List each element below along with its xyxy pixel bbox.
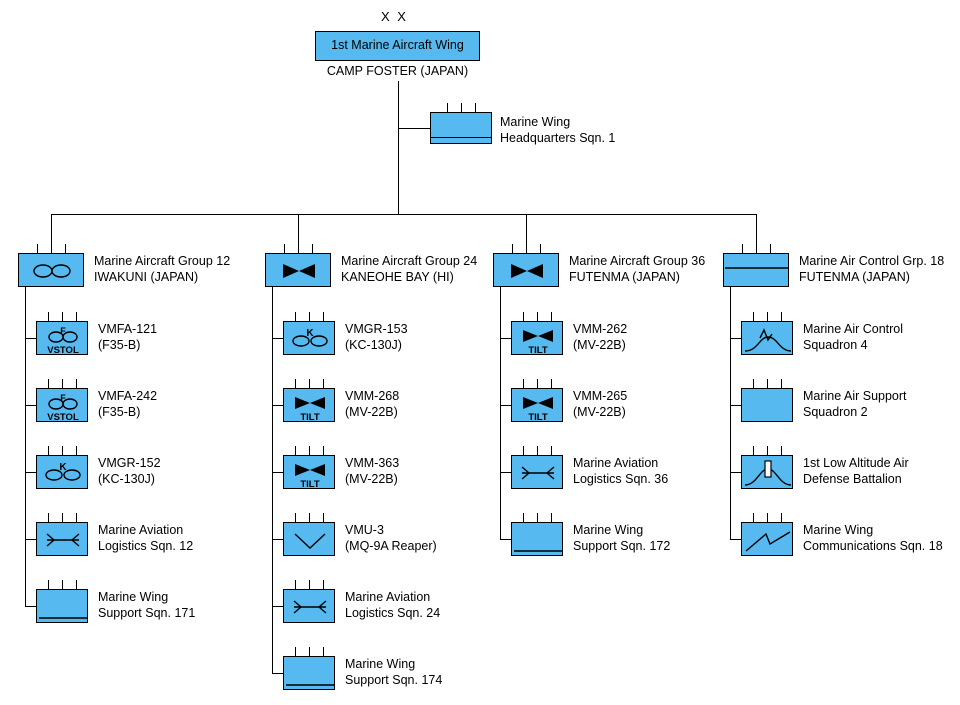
tilt-symbol-icon	[512, 322, 564, 356]
group-2-child-1-line1: VMM-265	[573, 389, 628, 403]
group-0-child-1-line2: (F35-B)	[98, 405, 141, 419]
echelon-tick	[309, 312, 310, 321]
unit-group-2-child-3	[511, 522, 563, 556]
child-stem-1-5	[272, 673, 284, 674]
group-3-child-1-line2: Squadron 2	[803, 405, 868, 419]
echelon-tick	[48, 446, 49, 455]
unit-group-2	[493, 253, 559, 287]
unit-group-0-child-2-box	[36, 455, 88, 489]
svg-text:F: F	[60, 393, 66, 403]
logistics-symbol-icon	[284, 590, 336, 624]
group-0-child-4-line2: Support Sqn. 171	[98, 606, 196, 620]
tilt-symbol-icon	[284, 456, 336, 490]
echelon-tick	[753, 379, 754, 388]
echelon-tick	[48, 513, 49, 522]
root-spine	[398, 81, 399, 215]
echelon-tick	[48, 379, 49, 388]
echelon-marks-wing: X X	[381, 9, 408, 24]
vstol-symbol-icon	[37, 389, 89, 423]
unit-group-1-child-2	[283, 455, 335, 489]
group-drop-line-2	[526, 214, 527, 245]
echelon-tick	[753, 312, 754, 321]
group-1-child-2-line1: VMM-363	[345, 456, 400, 470]
echelon-tick	[76, 312, 77, 321]
echelon-tick	[537, 379, 538, 388]
svg-text:VSTOL: VSTOL	[47, 412, 79, 423]
echelon-tick	[323, 312, 324, 321]
unit-group-0-child-3-box	[36, 522, 88, 556]
echelon-tick	[512, 244, 513, 253]
unit-group-2-child-1-box	[511, 388, 563, 422]
unit-marine-wing-headquarters-sqn-1	[430, 112, 492, 144]
rotary-wing-symbol-icon	[266, 254, 332, 288]
child-stem-3-1	[730, 405, 742, 406]
group-1-child-3-line2: (MQ-9A Reaper)	[345, 539, 437, 553]
unit-group-1-child-3	[283, 522, 335, 556]
plain-box-symbol-icon	[431, 113, 493, 145]
echelon-tick	[767, 446, 768, 455]
echelon-tick	[323, 513, 324, 522]
child-stem-0-0	[25, 338, 37, 339]
group-drop-line-0	[51, 214, 52, 245]
logistics-symbol-icon	[37, 523, 89, 557]
plain-box-symbol-icon	[742, 389, 794, 423]
group-2-name: Marine Aircraft Group 36	[569, 254, 706, 268]
unit-group-2-child-2	[511, 455, 563, 489]
child-stem-1-4	[272, 606, 284, 607]
unit-group-1-child-3-box	[283, 522, 335, 556]
child-stem-3-3	[730, 539, 742, 540]
child-stem-0-3	[25, 539, 37, 540]
child-stem-1-2	[272, 472, 284, 473]
echelon-tick	[62, 379, 63, 388]
echelon-tick	[781, 446, 782, 455]
echelon-tick	[756, 244, 757, 253]
unit-group-0-child-4	[36, 589, 88, 623]
child-stem-2-0	[500, 338, 512, 339]
echelon-tick	[767, 513, 768, 522]
echelon-tick	[551, 446, 552, 455]
child-stem-0-1	[25, 405, 37, 406]
echelon-tick	[65, 244, 66, 253]
echelon-tick	[475, 103, 476, 112]
echelon-tick	[295, 312, 296, 321]
echelon-tick	[323, 379, 324, 388]
unit-group-0	[18, 253, 84, 287]
unit-group-1-child-5	[283, 656, 335, 690]
child-stem-3-2	[730, 472, 742, 473]
unit-group-3-box	[723, 253, 789, 287]
tilt-symbol-icon	[284, 389, 336, 423]
unit-group-3-child-3	[741, 522, 793, 556]
group-2-child-2-line2: Logistics Sqn. 36	[573, 472, 669, 486]
unit-group-1-child-1-box	[283, 388, 335, 422]
unit-group-2-child-2-box	[511, 455, 563, 489]
root-unit-name: 1st Marine Aircraft Wing	[331, 38, 464, 52]
unit-group-0-child-1	[36, 388, 88, 422]
vstol-symbol-icon	[37, 322, 89, 356]
unit-group-2-child-0-box	[511, 321, 563, 355]
group-3-child-2-line2: Defense Battalion	[803, 472, 902, 486]
fixed-wing-symbol-icon	[19, 254, 85, 288]
echelon-tick	[551, 379, 552, 388]
echelon-tick	[76, 379, 77, 388]
child-stem-2-3	[500, 539, 512, 540]
group-3-name: Marine Air Control Grp. 18	[799, 254, 945, 268]
echelon-tick	[523, 312, 524, 321]
svg-text:VSTOL: VSTOL	[47, 345, 79, 356]
child-stem-2-2	[500, 472, 512, 473]
echelon-tick	[323, 580, 324, 589]
echelon-tick	[62, 580, 63, 589]
group-0-location: IWAKUNI (JAPAN)	[94, 270, 199, 284]
group-2-location: FUTENMA (JAPAN)	[569, 270, 680, 284]
unit-group-3-child-2	[741, 455, 793, 489]
echelon-tick	[309, 379, 310, 388]
echelon-tick	[295, 379, 296, 388]
echelon-tick	[309, 513, 310, 522]
echelon-tick	[523, 379, 524, 388]
echelon-tick	[753, 513, 754, 522]
group-1-location: KANEOHE BAY (HI)	[341, 270, 454, 284]
tanker-k-symbol-icon	[37, 456, 89, 490]
group-2-child-0-line1: VMM-262	[573, 322, 628, 336]
group-1-child-1-line2: (MV-22B)	[345, 405, 398, 419]
echelon-tick	[62, 513, 63, 522]
svg-text:TILT: TILT	[528, 345, 548, 356]
echelon-tick	[323, 647, 324, 656]
group-3-child-2-line1: 1st Low Altitude Air	[803, 456, 909, 470]
group-3-child-0-line2: Squadron 4	[803, 338, 868, 352]
root-unit-location: CAMP FOSTER (JAPAN)	[326, 64, 469, 78]
echelon-tick	[551, 312, 552, 321]
echelon-tick	[526, 244, 527, 253]
child-stem-1-0	[272, 338, 284, 339]
echelon-tick	[770, 244, 771, 253]
echelon-tick	[298, 244, 299, 253]
echelon-tick	[537, 312, 538, 321]
echelon-tick	[461, 103, 462, 112]
echelon-tick	[781, 379, 782, 388]
group-2-child-2-line1: Marine Aviation	[573, 456, 659, 470]
echelon-tick	[767, 312, 768, 321]
unit-group-3-child-3-box	[741, 522, 793, 556]
tanker-k-symbol-icon	[284, 322, 336, 356]
air-control-symbol-icon	[742, 322, 794, 356]
echelon-tick	[551, 513, 552, 522]
unit-group-1-child-1	[283, 388, 335, 422]
tilt-symbol-icon	[512, 389, 564, 423]
unit-group-0-box	[18, 253, 84, 287]
group-0-child-4-line1: Marine Wing	[98, 590, 169, 604]
group-1-child-4-line1: Marine Aviation	[345, 590, 431, 604]
unit-group-0-child-0-box	[36, 321, 88, 355]
support-symbol-icon	[284, 657, 336, 691]
group-1-child-5-line1: Marine Wing	[345, 657, 416, 671]
control-bar-symbol-icon	[724, 254, 790, 288]
echelon-tick	[781, 312, 782, 321]
unit-group-2-child-3-box	[511, 522, 563, 556]
echelon-tick	[781, 513, 782, 522]
unit-group-0-child-2	[36, 455, 88, 489]
echelon-tick	[323, 446, 324, 455]
echelon-tick	[48, 580, 49, 589]
unit-group-3-child-0	[741, 321, 793, 355]
unit-group-2-box	[493, 253, 559, 287]
echelon-tick	[447, 103, 448, 112]
group-1-child-4-line2: Logistics Sqn. 24	[345, 606, 441, 620]
echelon-tick	[48, 312, 49, 321]
echelon-tick	[742, 244, 743, 253]
child-stem-2-1	[500, 405, 512, 406]
unit-group-0-child-1-box	[36, 388, 88, 422]
group-0-vertical-stem	[25, 287, 26, 607]
echelon-tick	[312, 244, 313, 253]
echelon-tick	[76, 580, 77, 589]
group-3-child-3-line1: Marine Wing	[803, 523, 874, 537]
group-0-child-3-line1: Marine Aviation	[98, 523, 184, 537]
svg-text:K: K	[59, 462, 67, 473]
echelon-tick	[537, 446, 538, 455]
rotary-wing-symbol-icon	[494, 254, 560, 288]
child-stem-0-4	[25, 606, 37, 607]
group-2-child-0-line2: (MV-22B)	[573, 338, 626, 352]
child-stem-1-3	[272, 539, 284, 540]
unit-group-3	[723, 253, 789, 287]
unit-group-3-child-0-box	[741, 321, 793, 355]
child-stem-1-1	[272, 405, 284, 406]
group-3-child-0-line1: Marine Air Control	[803, 322, 904, 336]
group-0-name: Marine Aircraft Group 12	[94, 254, 231, 268]
unit-group-2-child-0	[511, 321, 563, 355]
echelon-tick	[537, 513, 538, 522]
group-3-location: FUTENMA (JAPAN)	[799, 270, 910, 284]
echelon-tick	[523, 446, 524, 455]
hq-branch-line	[398, 128, 431, 129]
unit-group-1-child-0-box	[283, 321, 335, 355]
unit-group-0-child-0	[36, 321, 88, 355]
group-0-child-0-line1: VMFA-121	[98, 322, 158, 336]
svg-text:TILT: TILT	[300, 479, 320, 490]
echelon-tick	[51, 244, 52, 253]
group-0-child-0-line2: (F35-B)	[98, 338, 141, 352]
echelon-tick	[309, 647, 310, 656]
child-stem-0-2	[25, 472, 37, 473]
group-3-child-3-line2: Communications Sqn. 18	[803, 539, 943, 553]
hq-label-line2: Headquarters Sqn. 1	[500, 131, 616, 145]
echelon-tick	[37, 244, 38, 253]
echelon-tick	[309, 446, 310, 455]
group-drop-line-3	[756, 214, 757, 245]
unit-marine-wing-headquarters-sqn-1-box	[430, 112, 492, 144]
group-0-child-1-line1: VMFA-242	[98, 389, 158, 403]
unit-group-1-child-4	[283, 589, 335, 623]
group-drop-line-1	[298, 214, 299, 245]
group-1-child-5-line2: Support Sqn. 174	[345, 673, 443, 687]
svg-text:F: F	[60, 326, 66, 336]
echelon-tick	[295, 446, 296, 455]
group-0-child-3-line2: Logistics Sqn. 12	[98, 539, 194, 553]
logistics-symbol-icon	[512, 456, 564, 490]
unit-group-1	[265, 253, 331, 287]
unit-marine-wing-headquarters-sqn-1-divider	[431, 137, 491, 138]
support-symbol-icon	[37, 590, 89, 624]
uav-symbol-icon	[284, 523, 336, 557]
group-1-child-0-line1: VMGR-153	[345, 322, 408, 336]
unit-group-0-child-3	[36, 522, 88, 556]
air-defense-symbol-icon	[742, 456, 794, 490]
group-2-vertical-stem	[500, 287, 501, 540]
echelon-tick	[753, 446, 754, 455]
hq-label-line1: Marine Wing	[500, 115, 571, 129]
echelon-tick	[295, 513, 296, 522]
echelon-tick	[76, 446, 77, 455]
group-1-child-0-line2: (KC-130J)	[345, 338, 402, 352]
group-2-child-3-line2: Support Sqn. 172	[573, 539, 671, 553]
unit-group-1-child-0	[283, 321, 335, 355]
echelon-tick	[540, 244, 541, 253]
group-3-child-1-line1: Marine Air Support	[803, 389, 907, 403]
unit-group-1-child-4-box	[283, 589, 335, 623]
svg-text:TILT: TILT	[528, 412, 548, 423]
echelon-tick	[309, 580, 310, 589]
group-0-child-2-line1: VMGR-152	[98, 456, 161, 470]
group-2-child-3-line1: Marine Wing	[573, 523, 644, 537]
group-1-vertical-stem	[272, 287, 273, 674]
group-0-child-2-line2: (KC-130J)	[98, 472, 155, 486]
unit-group-1-child-5-box	[283, 656, 335, 690]
echelon-tick	[76, 513, 77, 522]
svg-text:TILT: TILT	[300, 412, 320, 423]
group-bus-line	[51, 214, 757, 215]
group-2-child-1-line2: (MV-22B)	[573, 405, 626, 419]
unit-group-3-child-1-box	[741, 388, 793, 422]
unit-group-0-child-4-box	[36, 589, 88, 623]
unit-group-1-box	[265, 253, 331, 287]
unit-group-3-child-1	[741, 388, 793, 422]
child-stem-3-0	[730, 338, 742, 339]
group-1-child-1-line1: VMM-268	[345, 389, 400, 403]
echelon-tick	[767, 379, 768, 388]
echelon-tick	[62, 312, 63, 321]
unit-group-2-child-1	[511, 388, 563, 422]
echelon-tick	[295, 580, 296, 589]
echelon-tick	[284, 244, 285, 253]
svg-text:K: K	[306, 328, 314, 339]
group-1-child-2-line2: (MV-22B)	[345, 472, 398, 486]
unit-group-3-child-2-box	[741, 455, 793, 489]
echelon-tick	[523, 513, 524, 522]
group-1-name: Marine Aircraft Group 24	[341, 254, 478, 268]
echelon-tick	[62, 446, 63, 455]
unit-group-1-child-2-box	[283, 455, 335, 489]
group-1-child-3-line1: VMU-3	[345, 523, 384, 537]
group-3-vertical-stem	[730, 287, 731, 540]
echelon-tick	[295, 647, 296, 656]
communications-symbol-icon	[742, 523, 794, 557]
support-symbol-icon	[512, 523, 564, 557]
